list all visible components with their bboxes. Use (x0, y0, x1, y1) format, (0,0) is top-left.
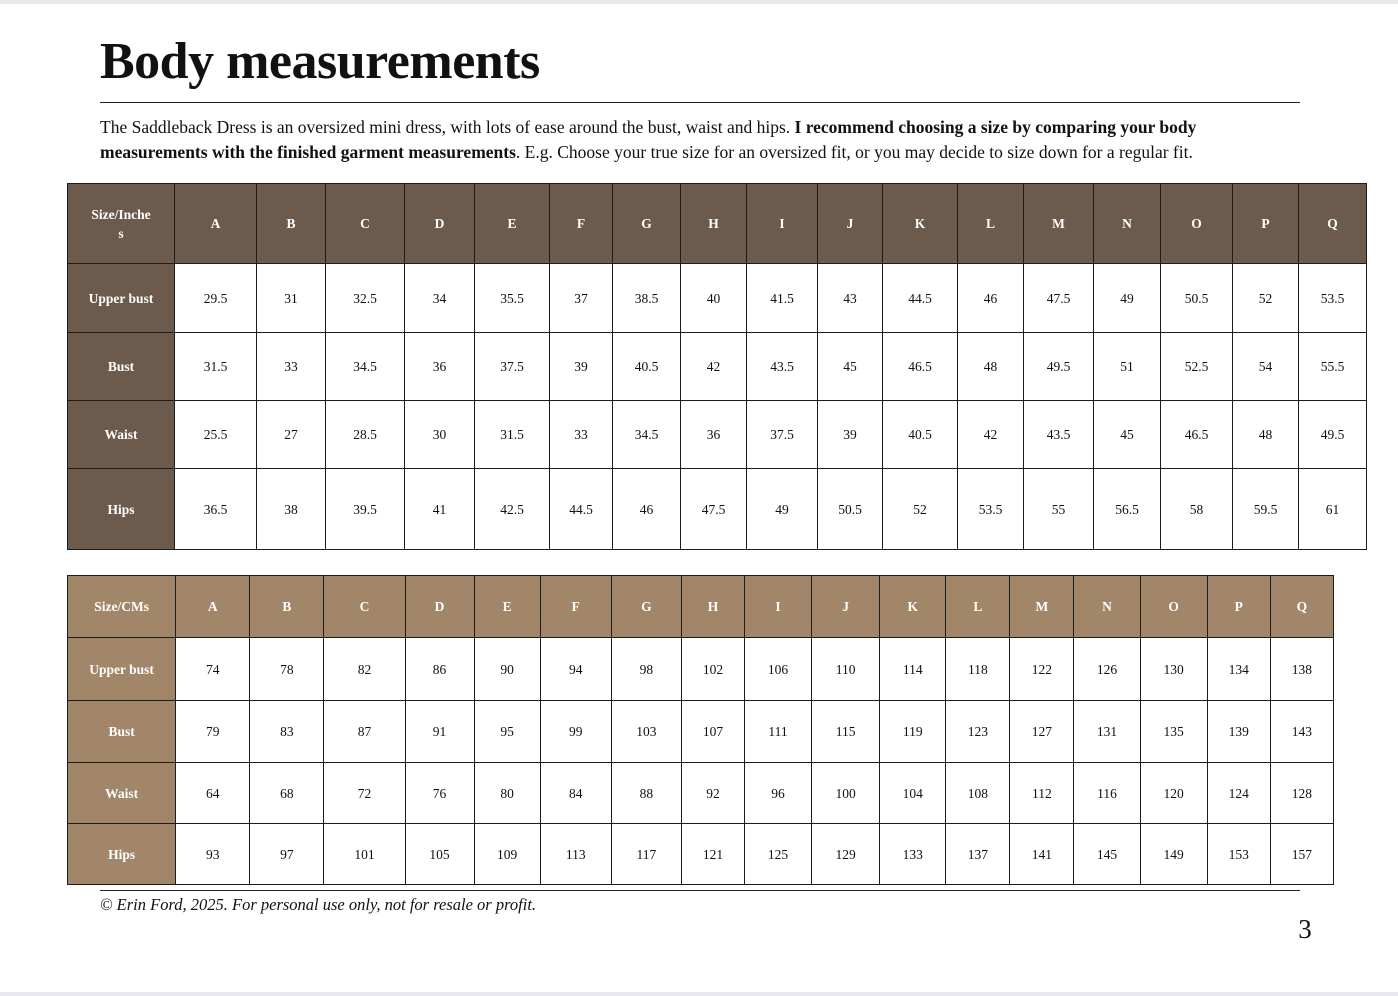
cms-size-h: H (681, 576, 744, 638)
measurement-cell: 115 (812, 701, 880, 763)
measurement-cell: 44.5 (550, 469, 613, 550)
measurement-cell: 31.5 (175, 333, 257, 401)
measurement-cell: 36 (681, 401, 747, 469)
cms-size-l: L (946, 576, 1010, 638)
measurement-cell: 46.5 (883, 333, 958, 401)
measurement-cell: 38 (257, 469, 326, 550)
measurement-cell: 40.5 (613, 333, 681, 401)
measurement-cell: 153 (1207, 824, 1270, 885)
inches-size-g: G (613, 184, 681, 264)
measurement-cell: 41 (405, 469, 475, 550)
measurement-cell: 48 (1233, 401, 1299, 469)
measurement-cell: 157 (1270, 824, 1333, 885)
measurement-cell: 54 (1233, 333, 1299, 401)
inches-size-j: J (818, 184, 883, 264)
measurement-cell: 80 (474, 763, 540, 824)
measurement-cell: 46.5 (1161, 401, 1233, 469)
measurement-cell: 98 (611, 638, 681, 701)
measurement-cell: 123 (946, 701, 1010, 763)
cms-header-row (68, 576, 1334, 638)
measurement-cell: 51 (1094, 333, 1161, 401)
measurement-cell: 131 (1074, 701, 1140, 763)
measurement-cell: 95 (474, 701, 540, 763)
measurement-cell: 36 (405, 333, 475, 401)
measurement-cell: 52.5 (1161, 333, 1233, 401)
measurement-cell: 135 (1140, 701, 1207, 763)
measurement-cell: 149 (1140, 824, 1207, 885)
row-label: Upper bust (68, 638, 176, 701)
measurement-cell: 56.5 (1094, 469, 1161, 550)
cms-size-k: K (880, 576, 946, 638)
measurement-cell: 83 (250, 701, 324, 763)
intro-bold-text: I recommend choosing a size by comparing your body measurements with the finished garment measurements (100, 117, 1197, 162)
measurement-cell: 96 (745, 763, 812, 824)
measurement-cell: 39 (550, 333, 613, 401)
measurement-cell: 29.5 (175, 264, 257, 333)
measurement-cell: 64 (176, 763, 250, 824)
cms-size-n: N (1074, 576, 1140, 638)
measurement-cell: 108 (946, 763, 1010, 824)
inches-size-e: E (475, 184, 550, 264)
measurement-cell: 109 (474, 824, 540, 885)
measurement-cell: 41.5 (747, 264, 818, 333)
measurement-cell: 52 (883, 469, 958, 550)
measurement-cell: 55.5 (1299, 333, 1367, 401)
inches-size-d: D (405, 184, 475, 264)
measurement-cell: 30 (405, 401, 475, 469)
measurement-cell: 129 (812, 824, 880, 885)
measurement-cell: 107 (681, 701, 744, 763)
measurement-cell: 34.5 (613, 401, 681, 469)
measurement-cell: 37.5 (747, 401, 818, 469)
measurement-cell: 76 (405, 763, 474, 824)
cms-measurement-table (67, 575, 1334, 885)
measurement-cell: 25.5 (175, 401, 257, 469)
measurement-cell: 133 (880, 824, 946, 885)
intro-text-end: . E.g. Choose your true size for an oversized fit, or you may decide to size down for a regular fit. (515, 142, 1193, 162)
measurement-cell: 88 (611, 763, 681, 824)
measurement-cell: 99 (540, 701, 611, 763)
measurement-cell: 137 (946, 824, 1010, 885)
row-label: Waist (68, 763, 176, 824)
cms-size-g: G (611, 576, 681, 638)
cms-size-f: F (540, 576, 611, 638)
measurement-cell: 44.5 (883, 264, 958, 333)
measurement-cell: 124 (1207, 763, 1270, 824)
cms-size-b: B (250, 576, 324, 638)
cms-row-waist (68, 763, 1334, 824)
title-divider (100, 102, 1300, 103)
measurement-cell: 33 (257, 333, 326, 401)
measurement-cell: 138 (1270, 638, 1333, 701)
measurement-cell: 55 (1024, 469, 1094, 550)
measurement-cell: 86 (405, 638, 474, 701)
cms-size-m: M (1010, 576, 1074, 638)
measurement-cell: 42.5 (475, 469, 550, 550)
measurement-cell: 141 (1010, 824, 1074, 885)
measurement-cell: 90 (474, 638, 540, 701)
measurement-cell: 117 (611, 824, 681, 885)
measurement-cell: 31 (257, 264, 326, 333)
measurement-cell: 127 (1010, 701, 1074, 763)
intro-text: The Saddleback Dress is an oversized mini dress, with lots of ease around the bust, waist and hips. (100, 117, 795, 137)
inches-size-p: P (1233, 184, 1299, 264)
measurement-cell: 49 (747, 469, 818, 550)
measurement-cell: 97 (250, 824, 324, 885)
measurement-cell: 112 (1010, 763, 1074, 824)
inches-measurement-table (67, 183, 1367, 550)
measurement-cell: 43.5 (747, 333, 818, 401)
measurement-cell: 49 (1094, 264, 1161, 333)
measurement-cell: 128 (1270, 763, 1333, 824)
inches-size-k: K (883, 184, 958, 264)
measurement-cell: 42 (958, 401, 1024, 469)
inches-size-i: I (747, 184, 818, 264)
measurement-cell: 53.5 (958, 469, 1024, 550)
measurement-cell: 102 (681, 638, 744, 701)
cms-size-i: I (745, 576, 812, 638)
measurement-cell: 145 (1074, 824, 1140, 885)
inches-size-n: N (1094, 184, 1161, 264)
measurement-cell: 31.5 (475, 401, 550, 469)
measurement-cell: 94 (540, 638, 611, 701)
inches-size-h: H (681, 184, 747, 264)
measurement-cell: 118 (946, 638, 1010, 701)
measurement-cell: 34 (405, 264, 475, 333)
cms-header-label: Size/CMs (68, 576, 176, 638)
measurement-cell: 72 (324, 763, 405, 824)
inches-header-label: Size/Inche s (68, 184, 175, 264)
measurement-cell: 84 (540, 763, 611, 824)
cms-size-e: E (474, 576, 540, 638)
measurement-cell: 74 (176, 638, 250, 701)
measurement-cell: 58 (1161, 469, 1233, 550)
cms-size-q: Q (1270, 576, 1333, 638)
cms-row-upper-bust (68, 638, 1334, 701)
inches-size-b: B (257, 184, 326, 264)
measurement-cell: 50.5 (1161, 264, 1233, 333)
measurement-cell: 125 (745, 824, 812, 885)
measurement-cell: 49.5 (1299, 401, 1367, 469)
measurement-cell: 47.5 (681, 469, 747, 550)
row-label: Bust (68, 701, 176, 763)
measurement-cell: 91 (405, 701, 474, 763)
measurement-cell: 46 (613, 469, 681, 550)
cms-size-j: J (812, 576, 880, 638)
measurement-cell: 35.5 (475, 264, 550, 333)
measurement-cell: 37 (550, 264, 613, 333)
measurement-cell: 93 (176, 824, 250, 885)
measurement-cell: 134 (1207, 638, 1270, 701)
measurement-cell: 92 (681, 763, 744, 824)
measurement-cell: 43 (818, 264, 883, 333)
measurement-cell: 32.5 (326, 264, 405, 333)
inches-row-upper-bust (68, 264, 1367, 333)
measurement-cell: 28.5 (326, 401, 405, 469)
measurement-cell: 106 (745, 638, 812, 701)
measurement-cell: 53.5 (1299, 264, 1367, 333)
measurement-cell: 119 (880, 701, 946, 763)
row-label: Upper bust (68, 264, 175, 333)
measurement-cell: 45 (818, 333, 883, 401)
measurement-cell: 27 (257, 401, 326, 469)
inches-header-row (68, 184, 1367, 264)
cms-size-a: A (176, 576, 250, 638)
row-label: Waist (68, 401, 175, 469)
measurement-cell: 82 (324, 638, 405, 701)
measurement-cell: 34.5 (326, 333, 405, 401)
measurement-cell: 42 (681, 333, 747, 401)
measurement-cell: 48 (958, 333, 1024, 401)
inches-row-bust (68, 333, 1367, 401)
measurement-cell: 111 (745, 701, 812, 763)
measurement-cell: 39.5 (326, 469, 405, 550)
measurement-cell: 116 (1074, 763, 1140, 824)
measurement-cell: 126 (1074, 638, 1140, 701)
measurement-cell: 105 (405, 824, 474, 885)
measurement-cell: 143 (1270, 701, 1333, 763)
measurement-cell: 121 (681, 824, 744, 885)
inches-row-hips (68, 469, 1367, 550)
measurement-cell: 79 (176, 701, 250, 763)
measurement-cell: 40.5 (883, 401, 958, 469)
measurement-cell: 45 (1094, 401, 1161, 469)
measurement-cell: 122 (1010, 638, 1074, 701)
cms-size-c: C (324, 576, 405, 638)
inches-size-f: F (550, 184, 613, 264)
measurement-cell: 38.5 (613, 264, 681, 333)
cms-size-d: D (405, 576, 474, 638)
measurement-cell: 139 (1207, 701, 1270, 763)
measurement-cell: 110 (812, 638, 880, 701)
measurement-cell: 47.5 (1024, 264, 1094, 333)
measurement-cell: 37.5 (475, 333, 550, 401)
measurement-cell: 78 (250, 638, 324, 701)
measurement-cell: 39 (818, 401, 883, 469)
cms-size-p: P (1207, 576, 1270, 638)
measurement-cell: 49.5 (1024, 333, 1094, 401)
inches-row-waist (68, 401, 1367, 469)
measurement-cell: 59.5 (1233, 469, 1299, 550)
measurement-cell: 113 (540, 824, 611, 885)
measurement-cell: 43.5 (1024, 401, 1094, 469)
inches-size-c: C (326, 184, 405, 264)
cms-size-o: O (1140, 576, 1207, 638)
intro-paragraph (100, 115, 1300, 165)
inches-size-l: L (958, 184, 1024, 264)
measurement-cell: 120 (1140, 763, 1207, 824)
row-label: Hips (68, 469, 175, 550)
copyright-notice: © Erin Ford, 2025. For personal use only, not for resale or profit. (100, 895, 537, 914)
footer-divider (100, 890, 1300, 891)
measurement-cell: 100 (812, 763, 880, 824)
row-label: Hips (68, 824, 176, 885)
cms-row-hips (68, 824, 1334, 885)
inches-size-m: M (1024, 184, 1094, 264)
measurement-cell: 36.5 (175, 469, 257, 550)
measurement-cell: 87 (324, 701, 405, 763)
row-label: Bust (68, 333, 175, 401)
measurement-cell: 61 (1299, 469, 1367, 550)
measurement-cell: 46 (958, 264, 1024, 333)
measurement-cell: 33 (550, 401, 613, 469)
inches-size-o: O (1161, 184, 1233, 264)
page-number: 3 (1298, 914, 1312, 944)
measurement-cell: 104 (880, 763, 946, 824)
measurement-cell: 103 (611, 701, 681, 763)
measurement-cell: 114 (880, 638, 946, 701)
measurement-cell: 50.5 (818, 469, 883, 550)
document-page (0, 4, 1398, 992)
inches-size-a: A (175, 184, 257, 264)
measurement-cell: 40 (681, 264, 747, 333)
page-title: Body measurements (100, 33, 540, 90)
cms-row-bust (68, 701, 1334, 763)
measurement-cell: 130 (1140, 638, 1207, 701)
measurement-cell: 52 (1233, 264, 1299, 333)
measurement-cell: 68 (250, 763, 324, 824)
inches-size-q: Q (1299, 184, 1367, 264)
measurement-cell: 101 (324, 824, 405, 885)
